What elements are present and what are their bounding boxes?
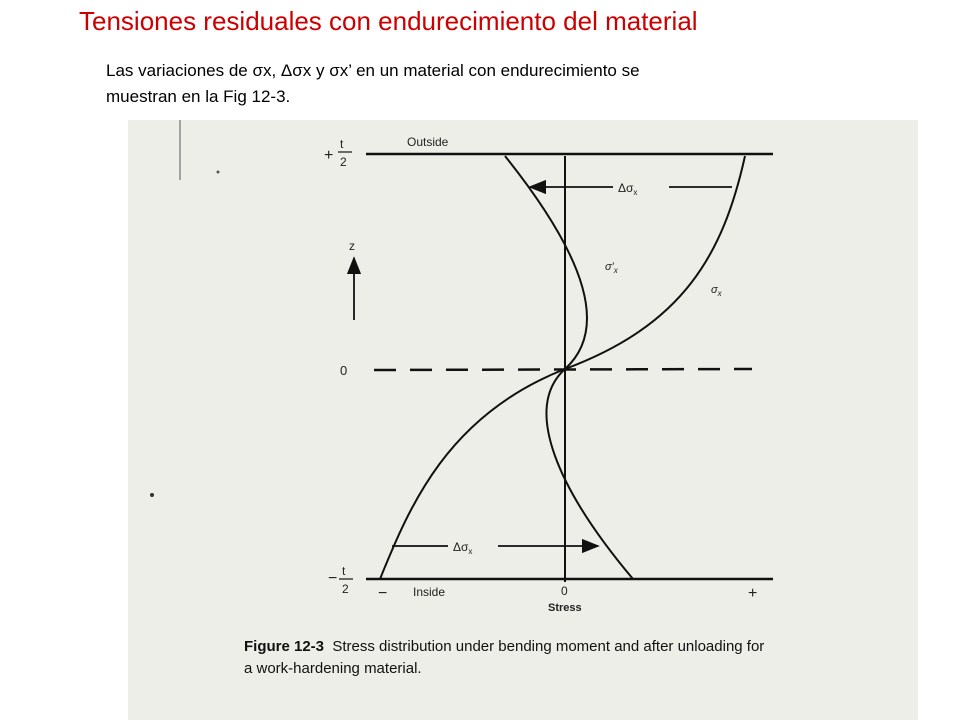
inside-label: Inside <box>413 585 446 599</box>
slide-body-text <box>106 58 906 110</box>
body-line-1: Las variaciones de σx, Δσx y σx’ en un material con endurecimiento se <box>106 61 640 80</box>
sigma-x-label: $\sigma_x$ <box>711 284 722 298</box>
bottom-two-label: 2 <box>342 582 349 596</box>
top-t-label: t <box>340 137 344 151</box>
stress-axis-label: Stress <box>548 602 582 614</box>
scan-speck <box>150 493 154 497</box>
bottom-t-label: t <box>342 564 346 578</box>
stress-zero-label: 0 <box>561 584 568 598</box>
positive-stress-sign: + <box>748 585 758 602</box>
scanned-figure <box>128 120 918 720</box>
sigma-x-prime-label: $\sigma'_x$ <box>605 261 618 275</box>
caption-line-1: Stress distribution under bending moment and after unloading for <box>332 638 765 655</box>
sigma-x-curve <box>380 156 745 579</box>
slide-title: Tensiones residuales con endurecimiento del material <box>79 6 698 36</box>
body-line-2: muestran en la Fig 12-3. <box>106 87 291 106</box>
top-plus-sign: + <box>324 147 334 164</box>
scan-speck <box>217 171 220 174</box>
stress-distribution-diagram <box>128 120 918 720</box>
figure-number: Figure 12-3 <box>244 638 325 655</box>
top-two-label: 2 <box>340 155 347 169</box>
outside-label: Outside <box>407 135 449 149</box>
caption-line-2: a work-hardening material. <box>244 660 422 677</box>
figure-caption <box>244 636 904 680</box>
delta-sigma-top-label: $\Delta\sigma_x$ <box>618 181 638 197</box>
bottom-minus-sign: − <box>328 570 338 587</box>
neutral-axis-zero-label: 0 <box>340 363 348 378</box>
negative-stress-sign: − <box>378 585 388 602</box>
z-axis-label: z <box>349 239 355 253</box>
delta-sigma-bottom-label: $\Delta\sigma_x$ <box>453 540 473 556</box>
